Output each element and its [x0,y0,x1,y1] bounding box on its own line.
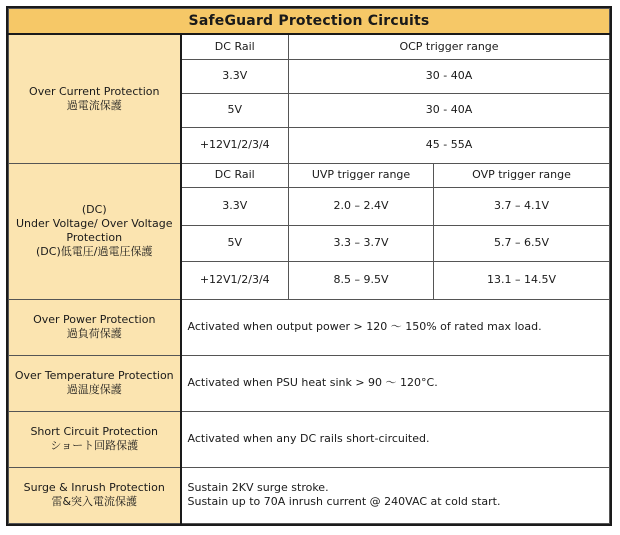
ocp-label-jp: 過電流保護 [66,98,122,112]
uvp-ovp-label-line2: Under Voltage/ Over Voltage [16,217,173,230]
uvp-row-rail: +12V1/2/3/4 [181,261,289,299]
ocp-row-rail: 5V [181,93,289,127]
ocp-row-rail: +12V1/2/3/4 [181,127,289,163]
scp-label-en: Short Circuit Protection [30,425,159,438]
protection-table [8,8,610,524]
otp-label-jp: 過温度保護 [66,383,122,396]
uvp-ovp-label [9,163,181,299]
uvp-ovp-label-jp: (DC)低電圧/過電圧保護 [36,245,153,258]
uvp-row-rail: 5V [181,225,289,261]
sip-description [181,467,610,524]
ovp-header-range: OVP trigger range [434,163,610,187]
uvp-ovp-label-line1: (DC) [81,203,107,216]
scp-label-jp: ショート回路保護 [50,439,139,452]
uvp-row-range: 3.3 – 3.7V [289,225,434,261]
sip-description-line1: Sustain 2KV surge stroke. [187,481,329,495]
uvp-header-range: UVP trigger range [289,163,434,187]
ovp-row-range: 3.7 – 4.1V [434,187,610,225]
uvp-row-range: 2.0 – 2.4V [289,187,434,225]
sip-label [9,467,181,524]
ocp-row-range: 45 - 55A [289,127,610,163]
ovp-row-range: 13.1 – 14.5V [434,261,610,299]
ocp-label [9,34,181,163]
sip-label-jp: 雷&突入電流保護 [51,495,138,509]
ocp-row-rail: 3.3V [181,59,289,93]
otp-description: Activated when PSU heat sink > 90 ～ 120°C. [181,355,610,411]
ocp-row-range: 30 - 40A [289,93,610,127]
opp-label-jp: 過負荷保護 [66,327,122,340]
sip-label-en: Surge & Inrush Protection [23,481,165,495]
otp-label-en: Over Temperature Protection [14,369,174,382]
scp-description: Activated when any DC rails short-circuited. [181,411,610,467]
sip-description-line2: Sustain up to 70A inrush current @ 240VAC at cold start. [187,495,501,509]
opp-description: Activated when output power > 120 ～ 150% of rated max load. [181,299,610,355]
otp-label [9,355,181,411]
ocp-header-range: OCP trigger range [289,34,610,59]
table-title: SafeGuard Protection Circuits [9,9,610,35]
protection-table-frame [6,6,612,526]
scp-label [9,411,181,467]
ocp-label-en: Over Current Protection [29,84,160,98]
uvp-header-rail: DC Rail [181,163,289,187]
ovp-row-range: 5.7 – 6.5V [434,225,610,261]
ocp-row-range: 30 - 40A [289,59,610,93]
ocp-header-rail: DC Rail [181,34,289,59]
opp-label [9,299,181,355]
uvp-ovp-label-line3: Protection [66,231,123,244]
uvp-row-range: 8.5 – 9.5V [289,261,434,299]
uvp-row-rail: 3.3V [181,187,289,225]
opp-label-en: Over Power Protection [33,313,156,326]
